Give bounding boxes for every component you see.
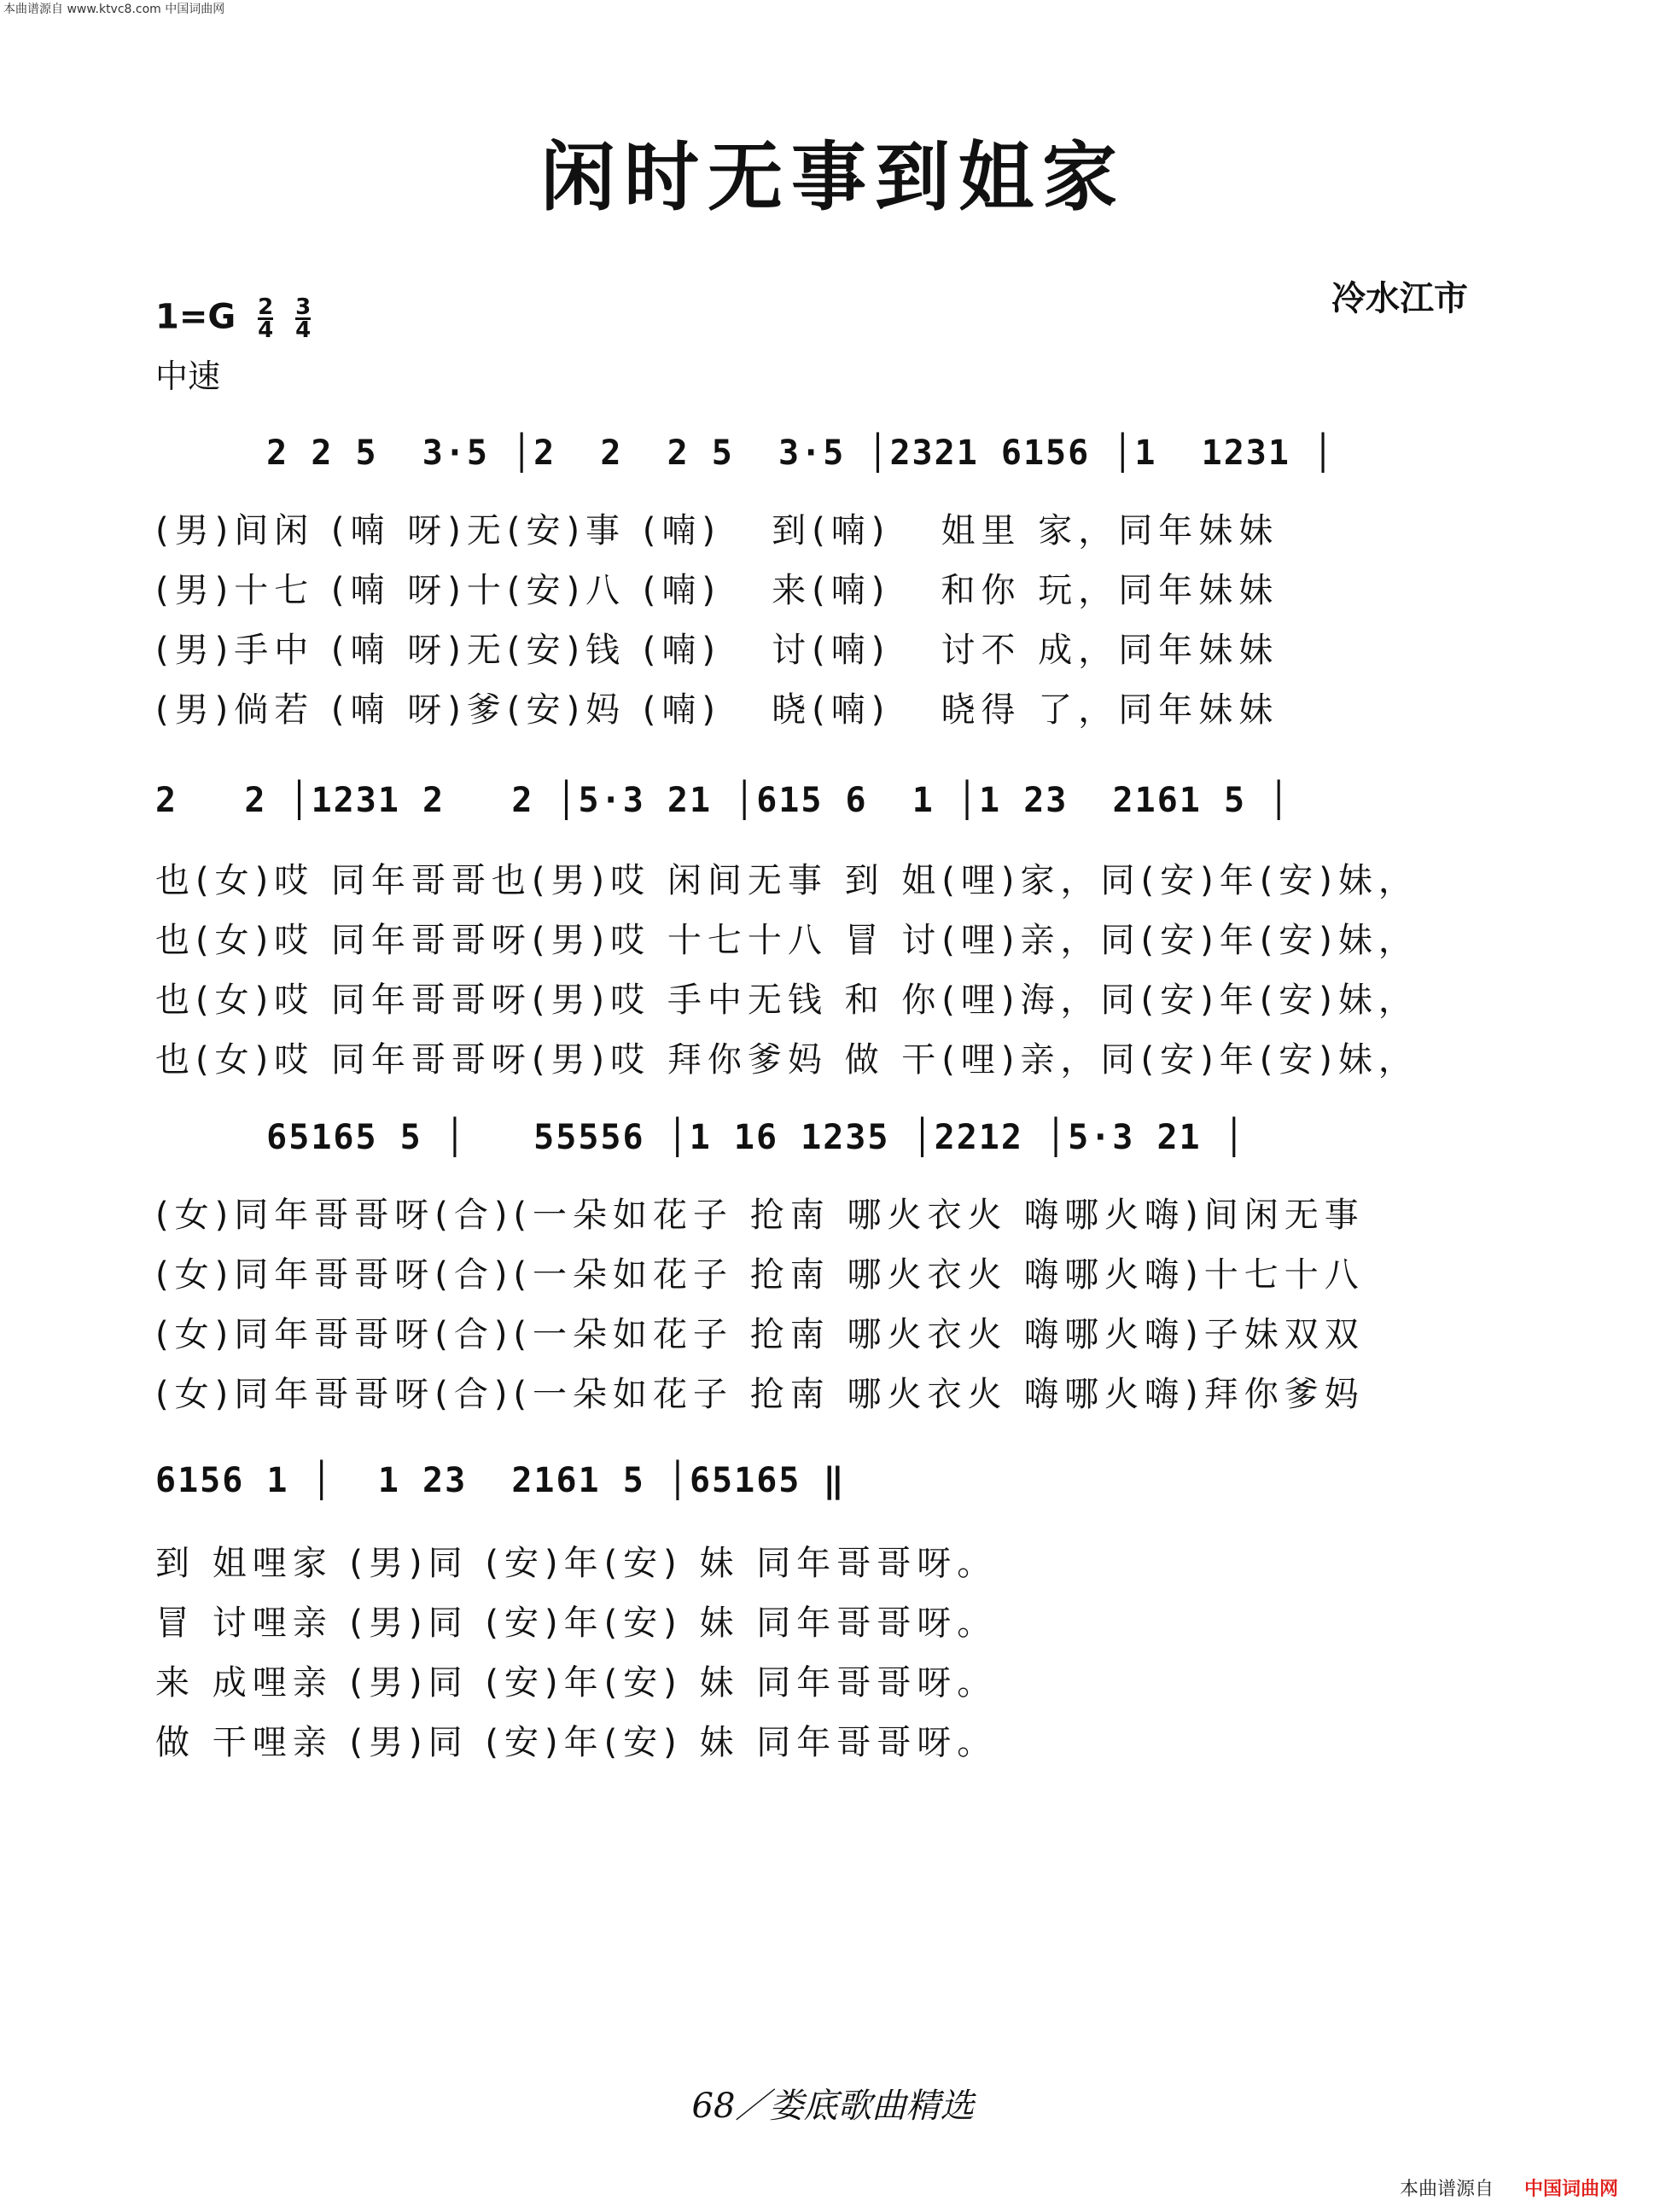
region-label: 冷水江市 xyxy=(1331,279,1468,318)
time-sig-1-den: 4 xyxy=(258,317,274,343)
watermark-bottom xyxy=(1400,2174,1618,2201)
notation-row-2: 2 2 │1231 2 2 │5·3 21 │615 6 1 │1 23 2161 5 │ xyxy=(155,781,1291,820)
lyric-line-2-4: 也(女)哎 同年哥哥呀(男)哎 拜你爹妈 做 干(哩)亲，同(安)年(安)妹， xyxy=(155,1040,1418,1080)
lyric-line-4-1: 到 姐哩家 (男)同 (安)年(安) 妹 同年哥哥呀。 xyxy=(155,1544,998,1583)
lyric-line-1-3: (男)手中 (喃 呀)无(安)钱 (喃) 讨(喃) 讨不 成，同年妹妹 xyxy=(155,631,1279,670)
time-signature-2 xyxy=(295,294,312,343)
notation-row-1: 2 2 5 3·5 │2 2 2 5 3·5 │2321 6156 │1 1231 │ xyxy=(222,434,1336,473)
page-footer: 68／娄底歌曲精选 xyxy=(691,2087,975,2126)
lyric-line-2-1: 也(女)哎 同年哥哥也(男)哎 闲间无事 到 姐(哩)家，同(安)年(安)妹， xyxy=(155,861,1418,900)
tempo-marking: 中速 xyxy=(155,358,221,395)
time-sig-2-num: 3 xyxy=(295,294,312,320)
lyric-line-3-4: (女)同年哥哥呀(合)(一朵如花子 抢南 哪火衣火 嗨哪火嗨)拜你爹妈 xyxy=(155,1375,1365,1414)
lyric-line-3-2: (女)同年哥哥呀(合)(一朵如花子 抢南 哪火衣火 嗨哪火嗨)十七十八 xyxy=(155,1255,1365,1295)
time-sig-1-num: 2 xyxy=(258,294,274,320)
lyric-line-4-3: 来 成哩亲 (男)同 (安)年(安) 妹 同年哥哥呀。 xyxy=(155,1663,998,1703)
notation-row-4: 6156 1 │ 1 23 2161 5 │65165 ‖ xyxy=(155,1461,846,1500)
lyric-line-1-4: (男)倘若 (喃 呀)爹(安)妈 (喃) 晓(喃) 晓得 了，同年妹妹 xyxy=(155,690,1279,730)
lyric-line-2-2: 也(女)哎 同年哥哥呀(男)哎 十七十八 冒 讨(哩)亲，同(安)年(安)妹， xyxy=(155,921,1418,960)
lyric-line-3-3: (女)同年哥哥呀(合)(一朵如花子 抢南 哪火衣火 嗨哪火嗨)子妹双双 xyxy=(155,1315,1365,1354)
watermark-top: 本曲谱源自 www.ktvc8.com 中国词曲网 xyxy=(3,3,225,16)
watermark-bottom-left: 本曲谱源自 xyxy=(1400,2179,1494,2200)
time-sig-2-den: 4 xyxy=(295,317,312,343)
song-title: 闲时无事到姐家 xyxy=(539,132,1126,221)
watermark-bottom-right: 中国词曲网 xyxy=(1524,2179,1619,2200)
time-signature-1 xyxy=(258,294,274,343)
lyric-line-2-3: 也(女)哎 同年哥哥呀(男)哎 手中无钱 和 你(哩)海，同(安)年(安)妹， xyxy=(155,981,1418,1020)
lyric-line-1-1: (男)间闲 (喃 呀)无(安)事 (喃) 到(喃) 姐里 家，同年妹妹 xyxy=(155,511,1279,550)
lyric-line-3-1: (女)同年哥哥呀(合)(一朵如花子 抢南 哪火衣火 嗨哪火嗨)间闲无事 xyxy=(155,1196,1365,1235)
lyric-line-1-2: (男)十七 (喃 呀)十(安)八 (喃) 来(喃) 和你 玩，同年妹妹 xyxy=(155,571,1279,610)
key-label: 1=G xyxy=(155,297,236,337)
notation-row-3: 65165 5 │ 55556 │1 16 1235 │2212 │5·3 21 │ xyxy=(222,1118,1246,1157)
lyric-line-4-2: 冒 讨哩亲 (男)同 (安)年(安) 妹 同年哥哥呀。 xyxy=(155,1604,998,1643)
key-signature xyxy=(155,294,312,343)
lyric-line-4-4: 做 干哩亲 (男)同 (安)年(安) 妹 同年哥哥呀。 xyxy=(155,1723,998,1762)
